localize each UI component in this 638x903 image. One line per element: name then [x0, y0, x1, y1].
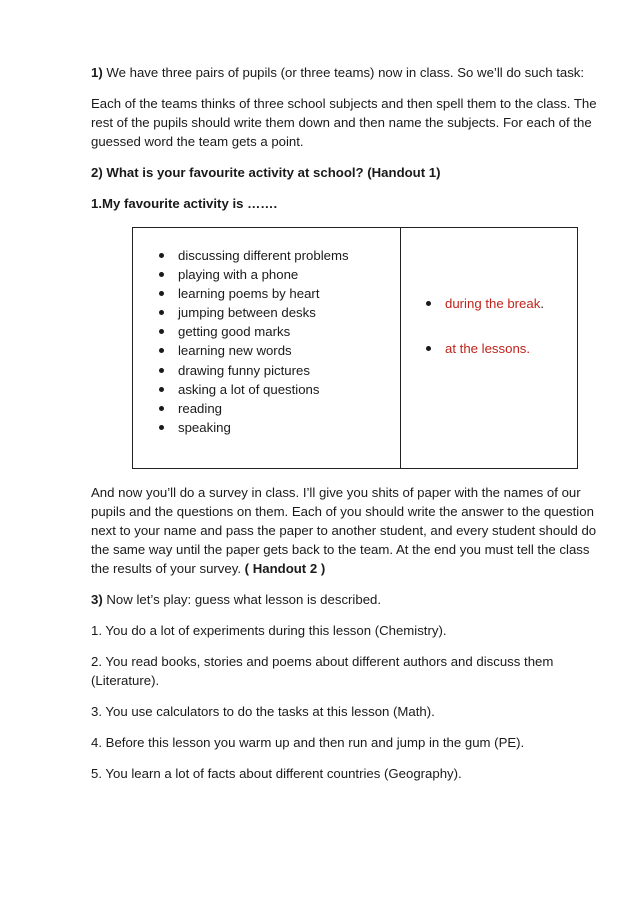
- activities-cell: [133, 228, 401, 468]
- survey-text: And now you’ll do a survey in class. I’ll give you shits of paper with the names of our pupils and the questions on them. Each of you should write the answer to the question next to your name and pass the paper to another student, and every student should do the same way until the paper gets back to the team. At the end you must tell the class the results of your survey.: [91, 485, 597, 576]
- list-item: jumping between desks: [133, 303, 400, 322]
- section3-intro-text: Now let’s play: guess what lesson is described.: [102, 592, 382, 607]
- list-item: learning poems by heart: [133, 284, 400, 303]
- time-option-lessons: at the lessons.: [401, 339, 577, 358]
- lesson-riddle: 1. You do a lot of experiments during this lesson (Chemistry).: [91, 623, 447, 638]
- activity-prompt: 1.My favourite activity is …….: [91, 196, 278, 211]
- lesson-riddle: 2. You read books, stories and poems about different authors and discuss them (Literature).: [91, 654, 554, 688]
- lesson-riddle: 3. You use calculators to do the tasks at this lesson (Math).: [91, 704, 435, 719]
- survey-handout-ref: ( Handout 2 ): [244, 561, 326, 576]
- section1-number: 1): [91, 65, 103, 80]
- section1-intro-text: We have three pairs of pupils (or three teams) now in class. So we’ll do such task:: [102, 65, 585, 80]
- time-option-break-period: .: [540, 296, 544, 311]
- activities-list: [133, 246, 400, 437]
- list-item: discussing different problems: [133, 246, 400, 265]
- handout1-table: [132, 227, 578, 469]
- list-item: playing with a phone: [133, 265, 400, 284]
- section3-intro: [91, 590, 601, 609]
- list-item: getting good marks: [133, 322, 400, 341]
- time-list: [401, 294, 577, 358]
- list-item: speaking: [133, 418, 400, 437]
- list-item: learning new words: [133, 341, 400, 360]
- time-cell: [401, 228, 577, 468]
- section3-number: 3): [91, 592, 103, 607]
- lesson-riddle: 5. You learn a lot of facts about different countries (Geography).: [91, 766, 462, 781]
- list-item: asking a lot of questions: [133, 380, 400, 399]
- document-page: [91, 63, 601, 795]
- list-item: [401, 294, 577, 313]
- list-item: drawing funny pictures: [133, 361, 400, 380]
- survey-paragraph: [91, 483, 601, 578]
- section1-task: Each of the teams thinks of three school subjects and then spell them to the class. The rest of the pupils should write them down and then name the subjects. For each of the guessed word the team gets a point.: [91, 96, 597, 149]
- list-item: reading: [133, 399, 400, 418]
- section1-intro: [91, 63, 601, 82]
- lesson-riddle: 4. Before this lesson you warm up and then run and jump in the gum (PE).: [91, 735, 525, 750]
- time-option-break: during the break: [445, 296, 541, 311]
- section2-heading: 2) What is your favourite activity at school? (Handout 1): [91, 165, 441, 180]
